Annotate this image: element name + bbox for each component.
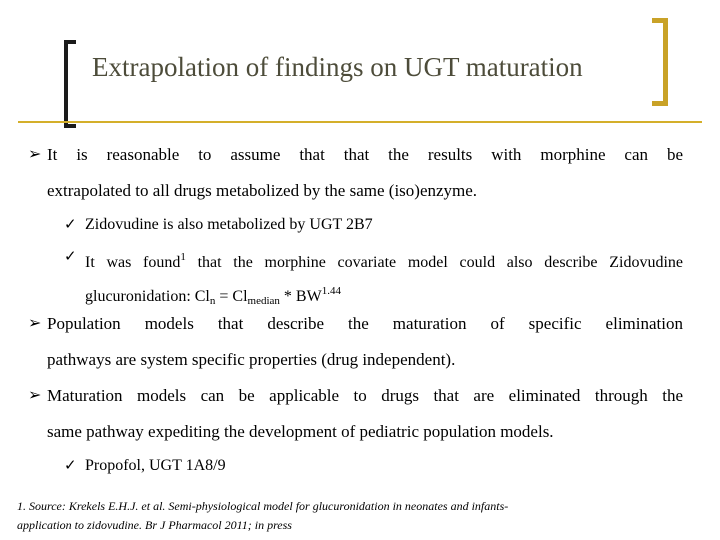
bullet-1-line-2: extrapolated to all drugs metabolized by the same (iso)enzyme. — [47, 181, 478, 200]
left-bracket-decoration — [64, 40, 76, 128]
arrow-bullet-icon: ➢ — [28, 387, 42, 404]
arrow-bullet-icon: ➢ — [28, 315, 42, 332]
checkmark-icon: ✓ — [64, 249, 77, 265]
reference-line-2: application to zidovudine. Br J Pharmacol 2011; in press — [17, 518, 292, 532]
title-divider — [18, 121, 702, 123]
bullet-1-line-1: It is reasonable to assume that that the results with morphine can be — [47, 145, 683, 164]
right-bracket-decoration — [652, 18, 668, 106]
bullet-2-line-1: Population models that describe the maturation of specific elimination — [47, 314, 683, 333]
bullet-3-line-2: same pathway expediting the development of pediatric population models. — [47, 422, 554, 441]
checkmark-icon: ✓ — [64, 217, 77, 233]
sub-bullet-3-1: Propofol, UGT 1A8/9 — [85, 457, 226, 474]
bullet-3-line-1: Maturation models can be applicable to drugs that are eliminated through the — [47, 386, 683, 405]
sub-bullet-1-1: Zidovudine is also metabolized by UGT 2B7 — [85, 216, 373, 233]
sub-bullet-1-2-line-2: glucuronidation: $Cl_n = Cl_{median} * BW^{1.44}$ — [85, 285, 341, 307]
sub-bullet-1-2-line-1: It was found$^1$ that the morphine covariate model could also describe Zidovudine — [85, 251, 683, 271]
arrow-bullet-icon: ➢ — [28, 146, 42, 163]
bullet-2-line-2: pathways are system specific properties (drug independent). — [47, 350, 456, 369]
checkmark-icon: ✓ — [64, 458, 77, 474]
slide-title: Extrapolation of findings on UGT maturation — [92, 52, 583, 82]
reference-line-1: 1. Source: Krekels E.H.J. et al. Semi-physiological model for glucuronidation in neonates and infants- — [17, 499, 509, 513]
